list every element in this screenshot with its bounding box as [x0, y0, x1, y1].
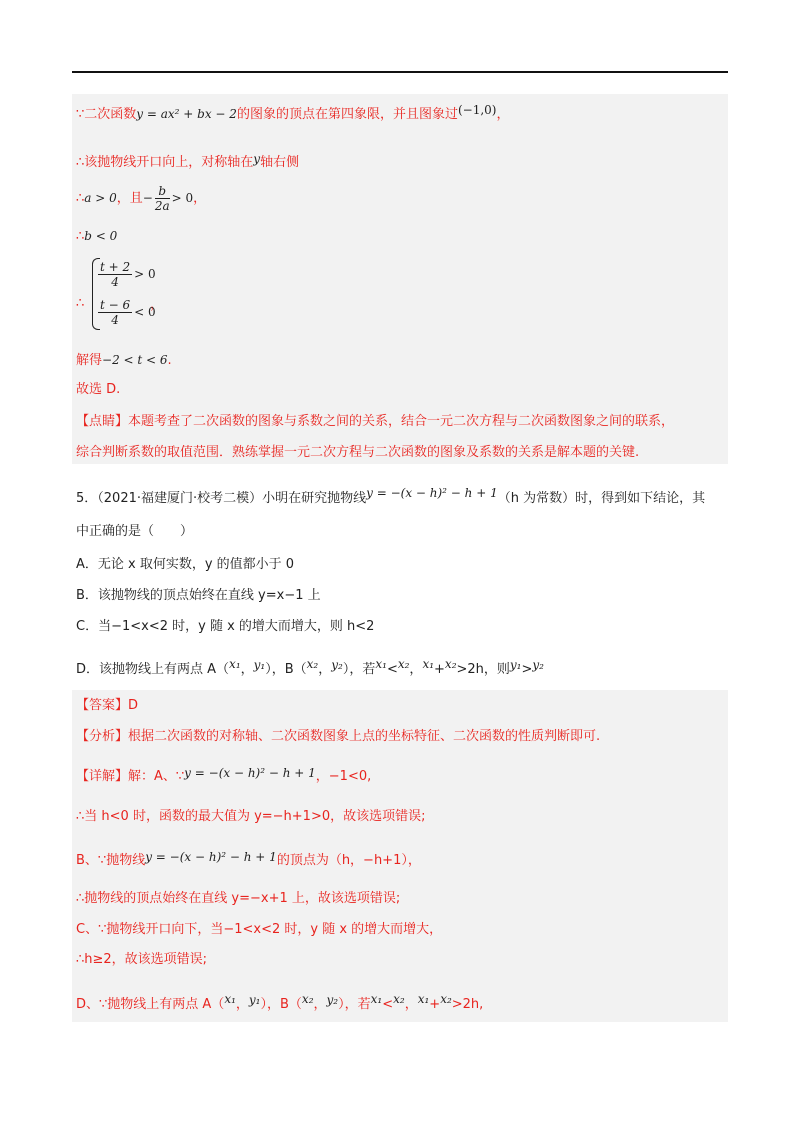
system-prefix: ∴ [76, 296, 85, 311]
line-choose-d: 故选 D. [76, 382, 121, 397]
analysis-line: 【分析】根据二次函数的对称轴、二次函数图象上点的坐标特征、二次函数的性质判断即可. [76, 729, 601, 744]
question-5-stem: 5．（2021·福建厦门·校考二模）小明在研究抛物线y = −(x − h)² − h + 1（h 为常数）时，得到如下结论，其 [76, 486, 706, 506]
line-opens-upward: ∴该抛物线开口向上，对称轴在y轴右侧 [76, 152, 300, 170]
detail-a: 【详解】解：A、∵y = −(x − h)² − h + 1，−1<0, [76, 766, 372, 784]
key-point-line-2: 综合判断系数的取值范围．熟练掌握一元二次方程与二次函数的图象及系数的关系是解本题的关键. [76, 445, 640, 460]
detail-d: D、∵抛物线上有两点 A（x₁，y₁），B（x₂，y₂），若x₁<x₂，x₁+x₂>2h, [76, 992, 484, 1012]
line-solve-t: 解得−2 < t < 6. [76, 353, 172, 368]
option-c: C．当−1<x<2 时，y 随 x 的增大而增大，则 h<2 [76, 619, 375, 634]
option-a: A．无论 x 取何实数，y 的值都小于 0 [76, 557, 295, 572]
key-point-line-1: 【点睛】本题考查了二次函数的图象与系数之间的关系，结合一元二次方程与二次函数图象之间的联系， [76, 414, 675, 429]
header-rule [72, 71, 728, 73]
system-ineq-2: $\frac{t - 6}{4}$ < 0 [100, 298, 156, 327]
option-d: D．该抛物线上有两点 A（x₁，y₁），B（x₂，y₂），若x₁<x₂，x₁+x₂>2h，则y₁>y₂ [76, 657, 544, 677]
detail-b-conclusion: ∴抛物线的顶点始终在直线 y=−x+1 上，故该选项错误; [76, 891, 401, 906]
line-vertex-condition: ∵二次函数y = ax² + bx − 2的图象的顶点在第四象限，并且图象过(−1,0)， [76, 103, 510, 122]
question-5-stem-cont: 中正确的是（ ） [76, 524, 194, 539]
detail-b: B、∵抛物线y = −(x − h)² − h + 1的顶点为（h，−h+1）， [76, 850, 421, 868]
detail-a-conclusion: ∴当 h<0 时，函数的最大值为 y=−h+1>0，故该选项错误; [76, 809, 426, 824]
detail-c: C、∵抛物线开口向下，当−1<x<2 时，y 随 x 的增大而增大， [76, 922, 443, 937]
system-ineq-1: $\frac{t + 2}{4}$ > 0 [100, 260, 156, 289]
line-a-positive: ∴a > 0，且− $\frac{b}{2a}$ > 0， [76, 184, 207, 213]
line-b-negative: ∴b < 0 [76, 229, 118, 244]
option-b: B．该抛物线的顶点始终在直线 y=x−1 上 [76, 588, 321, 603]
answer-line: 【答案】D [76, 698, 139, 713]
system-end: ， [150, 297, 164, 312]
detail-c-conclusion: ∴h≥2，故该选项错误; [76, 952, 208, 967]
